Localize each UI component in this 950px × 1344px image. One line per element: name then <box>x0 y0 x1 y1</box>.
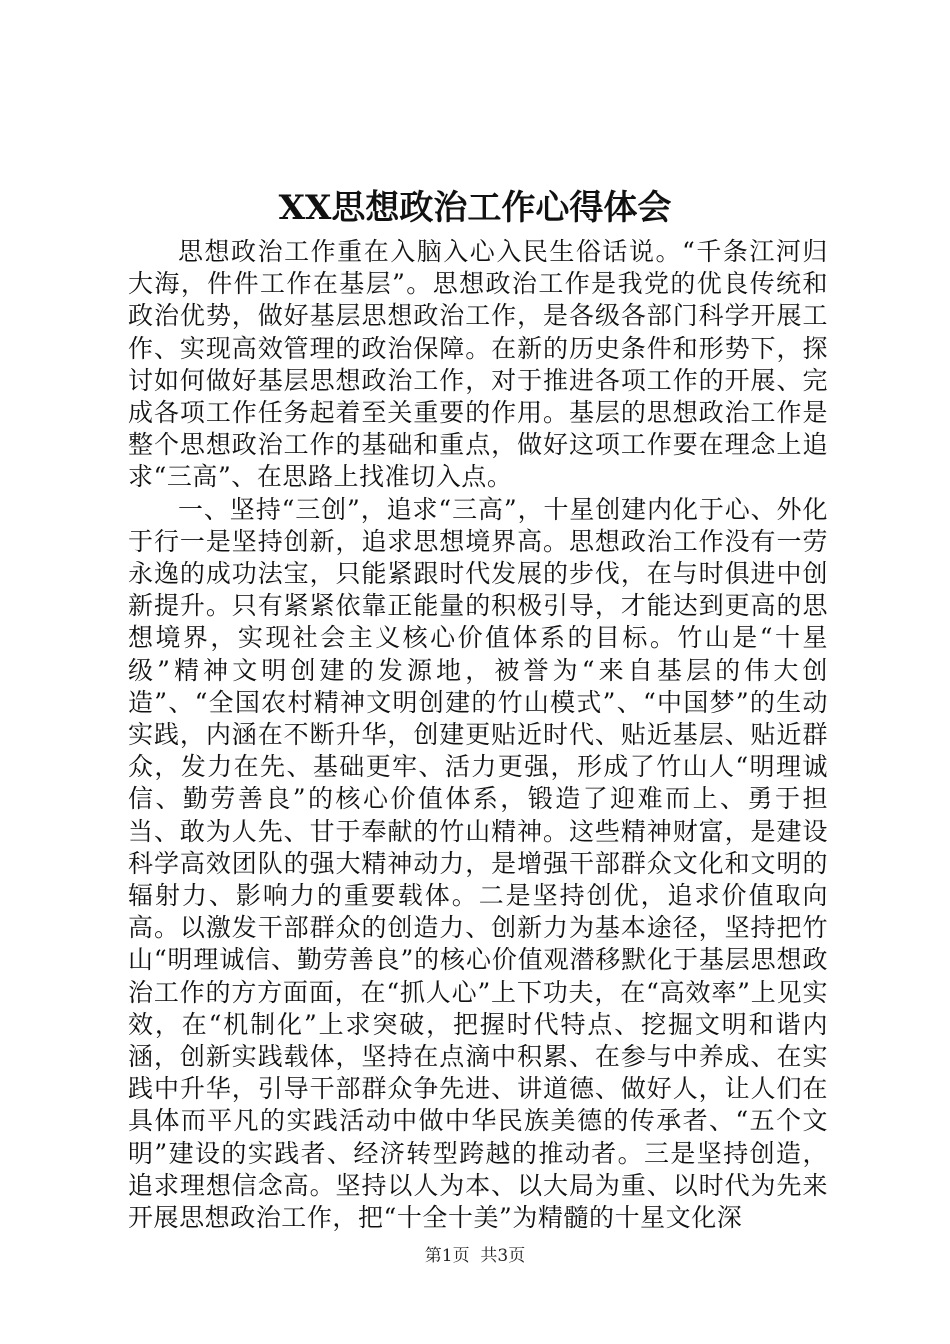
paragraph-section-one: 一、坚持“三创”，追求“三高”，十星创建内化于心、外化于行一是坚持创新，追求思想境界高。思想政治工作没有一劳永逸的成功法宝，只能紧跟时代发展的步伐，在与时俱进中创新提升。只有紧紧依靠正能量的积极引导，才能达到更高的思想境界，实现社会主义核心价值体系的目标。竹山是“十星级”精神文明创建的发源地，被誉为“来自基层的伟大创造”、“全国农村精神文明创建的竹山模式”、“中国梦”的生动实践，内涵在不断升华，创建更贴近时代、贴近基层、贴近群众，发力在先、基础更牢、活力更强，形成了竹山人“明理诚信、勤劳善良”的核心价值体系，锻造了迎难而上、勇于担当、敢为人先、甘于奉献的竹山精神。这些精神财富，是建设科学高效团队的强大精神动力，是增强干部群众文化和文明的辐射力、影响力的重要载体。二是坚持创优，追求价值取向高。以激发干部群众的创造力、创新力为基本途径，坚持把竹山“明理诚信、勤劳善良”的核心价值观潜移默化于基层思想政治工作的方方面面，在“抓人心”上下功夫，在“高效率”上见实效，在“机制化”上求突破，把握时代特点、挖掘文明和谐内涵，创新实践载体，坚持在点滴中积累、在参与中养成、在实践中升华，引导干部群众争先进、讲道德、做好人，让人们在具体而平凡的实践活动中做中华民族美德的传承者、“五个文明”建设的实践者、经济转型跨越的推动者。三是坚持创造，追求理想信念高。坚持以人为本、以大局为重、以时代为先来开展思想政治工作，把“十全十美”为精髓的十星文化深 <box>128 494 828 1233</box>
page-number-footer: 第1页 共3页 <box>424 1246 526 1266</box>
paragraph-intro: 思想政治工作重在入脑入心入民生俗话说。“千条江河归大海，件件工作在基层”。思想政治工作是我党的优良传统和政治优势，做好基层思想政治工作，是各级各部门科学开展工作、实现高效管理的政治保障。在新的历史条件和形势下，探讨如何做好基层思想政治工作，对于推进各项工作的开展、完成各项工作任务起着至关重要的作用。基层的思想政治工作是整个思想政治工作的基础和重点，做好这项工作要在理念上追求“三高”、在思路上找准切入点。 <box>128 237 828 492</box>
document-title: XX思想政治工作心得体会 <box>278 188 672 228</box>
document-body <box>128 236 828 1234</box>
